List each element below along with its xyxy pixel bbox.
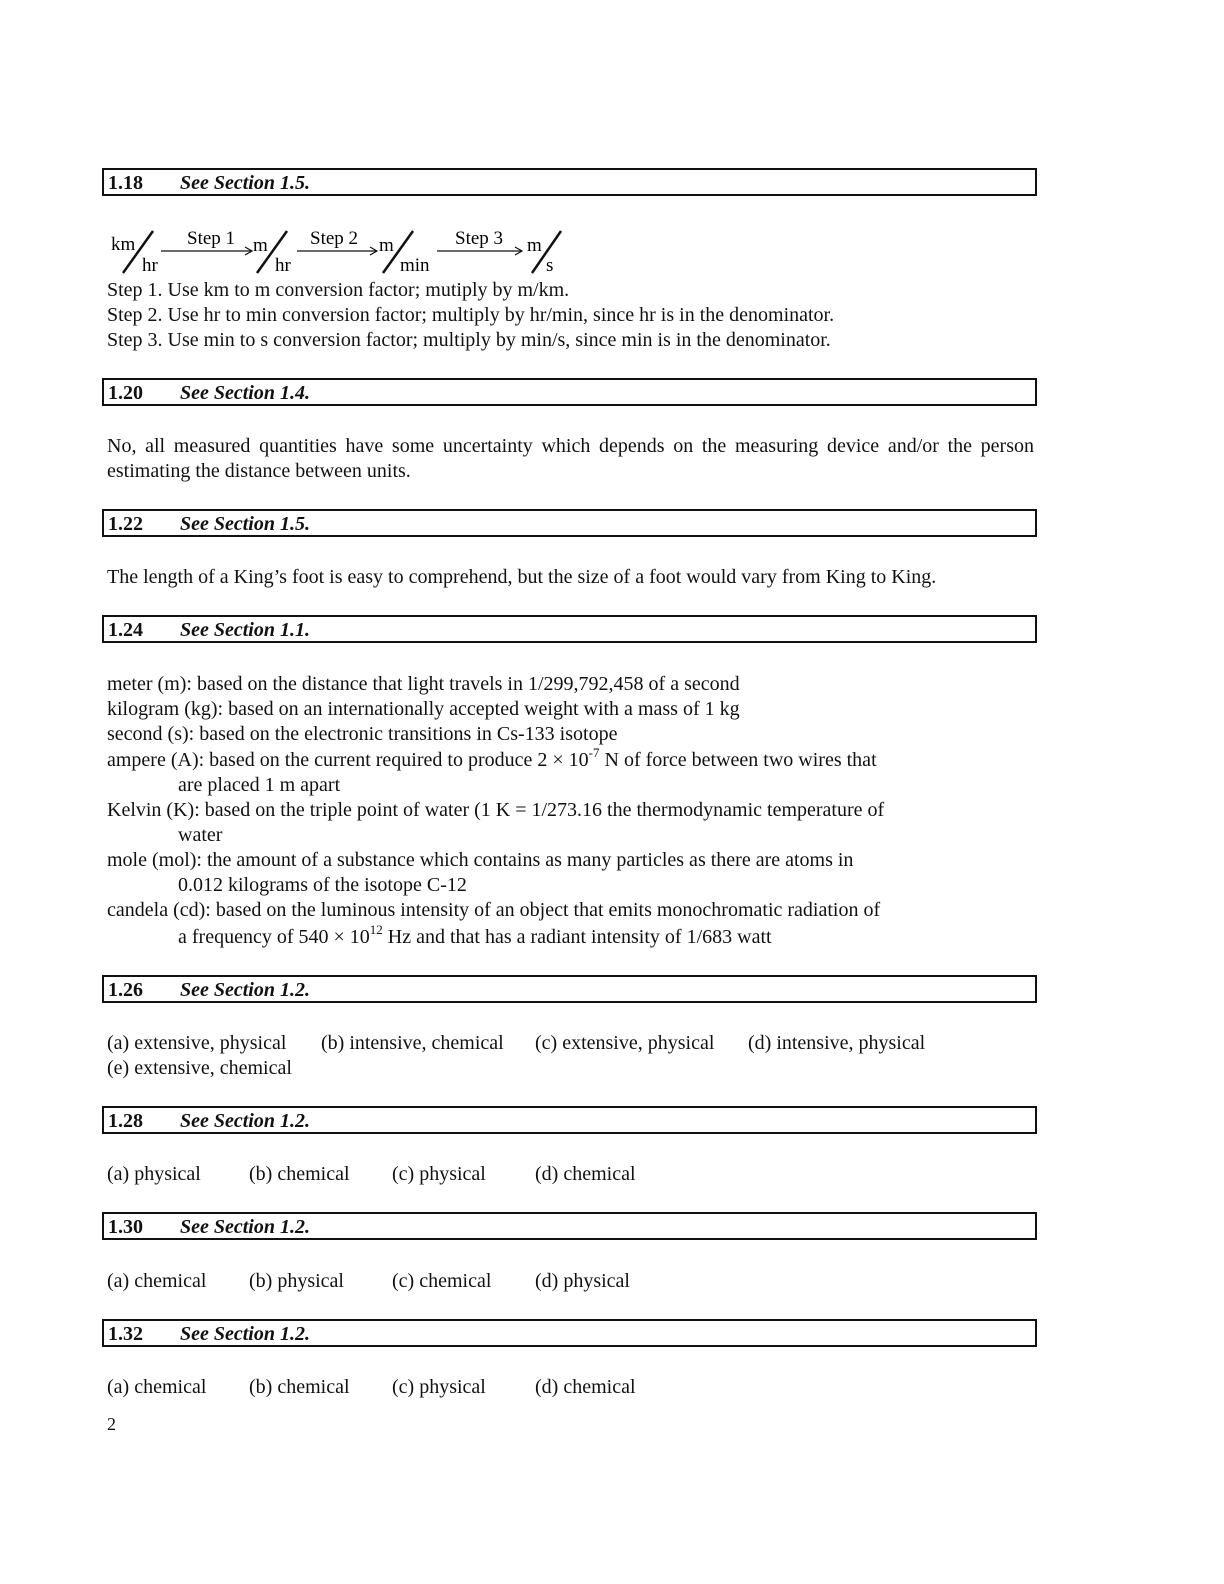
answer-item: (b) chemical: [249, 1163, 350, 1185]
section-reference: See Section 1.2.: [180, 979, 310, 1001]
si-unit-meter: meter (m): based on the distance that light travels in 1/299,792,458 of a second: [107, 673, 740, 695]
ampere-text: ampere (A): based on the current required to produce 2 × 10: [107, 749, 589, 771]
answer-paragraph: No, all measured quantities have some uncertainty which depends on the measuring device and/or the person estimating the distance between units.: [107, 435, 1034, 482]
section-number: 1.26: [108, 979, 143, 1001]
step-explanation: Step 3. Use min to s conversion factor; multiply by min/s, since min is in the denominator.: [107, 329, 831, 351]
unit-denominator: hr: [142, 255, 158, 276]
si-unit-candela-cont: [107, 922, 772, 950]
si-unit-mole: mole (mol): the amount of a substance which contains as many particles as there are atoms in: [107, 849, 854, 871]
section-reference: See Section 1.4.: [180, 382, 310, 404]
si-unit-candela: candela (cd): based on the luminous intensity of an object that emits monochromatic radiation of: [107, 899, 881, 921]
candela-text-cont: Hz and that has a radiant intensity of 1/683 watt: [382, 926, 772, 948]
section-header-1-24: [102, 615, 1037, 643]
section-number: 1.24: [108, 619, 143, 641]
answer-item: (b) chemical: [249, 1376, 350, 1398]
answer-item: (a) physical: [107, 1163, 201, 1185]
unit-numerator: m: [379, 235, 394, 256]
section-header-1-32: [102, 1319, 1037, 1347]
section-reference: See Section 1.5.: [180, 172, 310, 194]
section-number: 1.22: [108, 513, 143, 535]
section-header-1-18: [102, 168, 1037, 196]
answer-item: (b) physical: [249, 1270, 344, 1292]
answer-item: (d) chemical: [535, 1163, 636, 1185]
section-number: 1.30: [108, 1216, 143, 1238]
si-unit-ampere: [107, 745, 877, 773]
section-reference: See Section 1.2.: [180, 1323, 310, 1345]
answer-row: [107, 1375, 707, 1400]
answer-item: (d) chemical: [535, 1376, 636, 1398]
unit-conversion-diagram: [105, 224, 575, 280]
section-header-1-20: [102, 378, 1037, 406]
unit-numerator: m: [527, 235, 542, 256]
answer-item: (a) chemical: [107, 1376, 207, 1398]
answer-row: [107, 1162, 707, 1187]
section-number: 1.28: [108, 1110, 143, 1132]
ampere-text-cont: N of force between two wires that: [599, 749, 877, 771]
step-arrow-2: [297, 228, 377, 255]
answer-item: (d) intensive, physical: [748, 1032, 926, 1054]
si-unit-mole-cont: 0.012 kilograms of the isotope C-12: [178, 874, 467, 896]
unit-m-per-min: [379, 231, 430, 276]
section-reference: See Section 1.2.: [180, 1216, 310, 1238]
section-number: 1.32: [108, 1323, 143, 1345]
unit-km-per-hr: [111, 231, 159, 276]
section-header-1-22: [102, 509, 1037, 537]
si-unit-second: second (s): based on the electronic transitions in Cs-133 isotope: [107, 723, 618, 745]
section-header-1-30: [102, 1212, 1037, 1240]
answer-paragraph: The length of a King’s foot is easy to comprehend, but the size of a foot would vary from King to King.: [107, 566, 937, 588]
section-header-1-28: [102, 1106, 1037, 1134]
section-header-1-26: [102, 975, 1037, 1003]
section-reference: See Section 1.2.: [180, 1110, 310, 1132]
si-unit-kelvin: Kelvin (K): based on the triple point of water (1 K = 1/273.16 the thermodynamic temperature of: [107, 799, 885, 821]
ampere-exponent: -7: [588, 745, 600, 760]
step-label: Step 2: [310, 228, 359, 249]
si-unit-kilogram: kilogram (kg): based on an internationally accepted weight with a mass of 1 kg: [107, 698, 740, 720]
unit-denominator: hr: [275, 255, 291, 276]
step-label: Step 3: [455, 228, 504, 249]
unit-denominator: s: [546, 255, 554, 276]
unit-m-per-hr: [253, 231, 292, 276]
section-reference: See Section 1.5.: [180, 513, 310, 535]
unit-numerator: m: [253, 235, 268, 256]
candela-exponent: 12: [369, 922, 383, 937]
answer-item: (e) extensive, chemical: [107, 1057, 292, 1079]
si-unit-ampere-cont: are placed 1 m apart: [178, 774, 341, 796]
section-number: 1.18: [108, 172, 143, 194]
step-label: Step 1: [187, 228, 236, 249]
answer-item: (c) chemical: [392, 1270, 492, 1292]
answer-row: [107, 1031, 1007, 1056]
step-arrow-1: [161, 228, 252, 255]
answer-row: [107, 1269, 707, 1294]
section-reference: See Section 1.1.: [180, 619, 310, 641]
step-explanation: Step 2. Use hr to min conversion factor; multiply by hr/min, since hr is in the denominator.: [107, 304, 835, 326]
unit-m-per-s: [527, 231, 561, 276]
page-number: 2: [107, 1414, 116, 1434]
answer-item: (d) physical: [535, 1270, 630, 1292]
answer-item: (c) extensive, physical: [535, 1032, 715, 1054]
answer-item: (a) chemical: [107, 1270, 207, 1292]
answer-item: (c) physical: [392, 1163, 486, 1185]
si-unit-kelvin-cont: water: [178, 824, 223, 846]
answer-item: (c) physical: [392, 1376, 486, 1398]
unit-denominator: min: [400, 255, 430, 276]
answer-item: (b) intensive, chemical: [321, 1032, 504, 1054]
answer-item: (a) extensive, physical: [107, 1032, 287, 1054]
step-arrow-3: [437, 228, 522, 255]
unit-numerator: km: [111, 234, 136, 255]
section-number: 1.20: [108, 382, 143, 404]
candela-text: a frequency of 540 × 10: [178, 926, 370, 948]
step-explanation: Step 1. Use km to m conversion factor; mutiply by m/km.: [107, 279, 570, 301]
